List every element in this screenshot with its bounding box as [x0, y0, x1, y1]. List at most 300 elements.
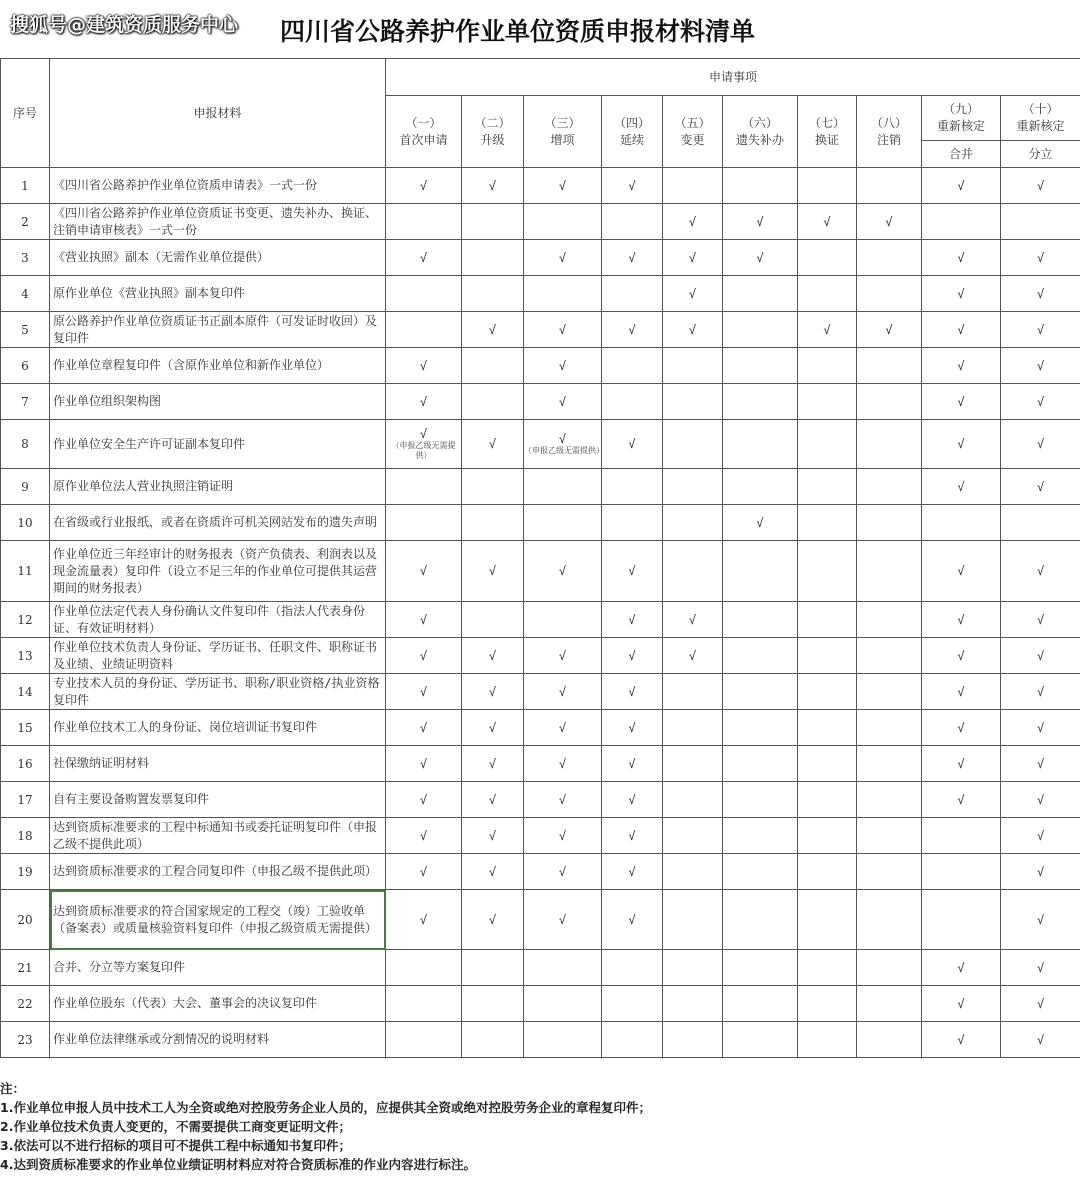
check-mark: √ — [488, 322, 497, 337]
mark-cell — [1001, 168, 1080, 204]
check-mark: √ — [558, 250, 567, 265]
check-mark: √ — [419, 792, 428, 807]
header-item-number: （一） — [405, 115, 442, 130]
mark-cell — [602, 505, 663, 541]
check-mark: √ — [1036, 612, 1045, 627]
check-mark: √ — [628, 437, 636, 451]
check-mark: √ — [1036, 684, 1045, 699]
mark-cell — [922, 240, 1001, 276]
table-row — [1, 746, 1080, 782]
mark-cell — [462, 710, 524, 746]
mark-cell — [798, 782, 857, 818]
row-material: 《营业执照》副本（无需作业单位提供） — [50, 240, 386, 276]
mark-cell — [1001, 1022, 1080, 1058]
check-mark: √ — [628, 684, 636, 699]
mark-cell — [524, 168, 602, 204]
check-mark: √ — [488, 756, 497, 771]
check-mark: √ — [558, 720, 567, 735]
mark-cell — [857, 710, 922, 746]
mark-cell — [462, 384, 524, 420]
mark-cell — [462, 746, 524, 782]
table-row — [1, 348, 1080, 384]
mark-cell — [798, 168, 857, 204]
row-material: 作业单位组织架构图 — [50, 384, 386, 420]
mark-cell — [663, 986, 723, 1022]
mark-cell — [462, 541, 524, 602]
check-mark: √ — [957, 286, 965, 301]
table-row — [1, 204, 1080, 240]
mark-cell — [524, 204, 602, 240]
mark-cell — [663, 710, 723, 746]
mark-cell — [798, 384, 857, 420]
check-mark: √ — [558, 322, 567, 337]
row-number: 15 — [1, 710, 50, 746]
mark-cell — [798, 746, 857, 782]
mark-cell — [922, 986, 1001, 1022]
mark-cell — [462, 638, 524, 674]
mark-cell — [723, 854, 798, 890]
mark-cell — [857, 674, 922, 710]
mark-cell — [723, 384, 798, 420]
mark-cell — [922, 384, 1001, 420]
check-mark: √ — [558, 912, 567, 927]
mark-cell — [922, 1022, 1001, 1058]
mark-cell — [922, 602, 1001, 638]
check-mark: √ — [688, 322, 697, 337]
mark-cell — [524, 746, 602, 782]
mark-cell — [663, 240, 723, 276]
table-row — [1, 312, 1080, 348]
mark-cell — [1001, 276, 1080, 312]
mark-cell — [798, 674, 857, 710]
header-item-number: （五） — [674, 115, 711, 130]
mark-cell — [462, 986, 524, 1022]
check-mark: √ — [419, 912, 428, 927]
check-mark: √ — [1036, 437, 1045, 451]
mark-cell — [798, 638, 857, 674]
check-mark: √ — [419, 720, 428, 735]
header-item — [1001, 96, 1080, 141]
mark-cell — [602, 204, 663, 240]
mark-cell — [857, 1022, 922, 1058]
mark-cell — [723, 505, 798, 541]
check-mark: √ — [419, 394, 428, 409]
check-mark: √ — [628, 564, 636, 578]
mark-cell — [723, 674, 798, 710]
row-number: 5 — [1, 312, 50, 348]
check-mark: √ — [957, 437, 965, 451]
check-mark: √ — [628, 250, 636, 265]
table-row — [1, 469, 1080, 505]
mark-cell — [524, 505, 602, 541]
check-mark: √ — [1036, 178, 1045, 193]
mark-cell — [386, 420, 462, 469]
row-material: 自有主要设备购置发票复印件 — [50, 782, 386, 818]
table-row — [1, 420, 1080, 469]
row-number: 20 — [1, 890, 50, 950]
check-mark: √ — [756, 515, 764, 530]
header-item-label: 延续 — [619, 132, 644, 147]
mark-cell — [723, 638, 798, 674]
mark-cell — [922, 168, 1001, 204]
mark-cell — [1001, 602, 1080, 638]
row-material: 达到资质标准要求的工程中标通知书或委托证明复印件（申报乙级不提供此项） — [50, 818, 386, 854]
mark-cell — [922, 348, 1001, 384]
mark-cell — [386, 348, 462, 384]
mark-cell — [922, 674, 1001, 710]
row-material: 作业单位近三年经审计的财务报表（资产负债表、利润表以及现金流量表）复印件（设立不足三年的作业单位可提供其运营期间的财务报表） — [50, 541, 386, 602]
check-mark: √ — [957, 479, 965, 494]
table-row — [1, 1022, 1080, 1058]
check-mark: √ — [885, 322, 893, 337]
mark-cell — [723, 348, 798, 384]
check-mark: √ — [688, 612, 697, 627]
header-item — [922, 96, 1001, 141]
mark-cell — [386, 204, 462, 240]
mark-cell — [524, 782, 602, 818]
cell-note: （申报乙级无需提供） — [524, 446, 604, 455]
mark-cell — [922, 204, 1001, 240]
mark-cell — [602, 782, 663, 818]
row-material: 作业单位法律继承或分割情况的说明材料 — [50, 1022, 386, 1058]
mark-cell — [1001, 890, 1080, 950]
row-number: 7 — [1, 384, 50, 420]
mark-cell — [1001, 818, 1080, 854]
mark-cell — [723, 950, 798, 986]
row-material: 原作业单位《营业执照》副本复印件 — [50, 276, 386, 312]
header-item — [462, 96, 524, 168]
mark-cell — [723, 782, 798, 818]
check-mark: √ — [957, 996, 965, 1011]
mark-cell — [386, 240, 462, 276]
check-mark: √ — [628, 612, 636, 627]
mark-cell — [798, 240, 857, 276]
mark-cell — [922, 746, 1001, 782]
header-item — [602, 96, 663, 168]
mark-cell — [1001, 674, 1080, 710]
mark-cell — [663, 818, 723, 854]
mark-cell — [386, 312, 462, 348]
mark-cell — [386, 710, 462, 746]
check-mark: √ — [1036, 479, 1045, 494]
table-row — [1, 986, 1080, 1022]
check-mark: √ — [823, 214, 831, 229]
row-number: 12 — [1, 602, 50, 638]
row-number: 21 — [1, 950, 50, 986]
mark-cell — [663, 782, 723, 818]
mark-cell — [462, 1022, 524, 1058]
mark-cell — [798, 348, 857, 384]
mark-cell — [1001, 469, 1080, 505]
note-line: 2.作业单位技术负责人变更的，不需要提供工商变更证明文件； — [0, 1119, 351, 1134]
header-item — [386, 96, 462, 168]
check-mark: √ — [957, 960, 965, 975]
mark-cell — [1001, 541, 1080, 602]
mark-cell — [857, 986, 922, 1022]
mark-cell — [663, 348, 723, 384]
mark-cell — [602, 950, 663, 986]
row-material: 《四川省公路养护作业单位资质申请表》一式一份 — [50, 168, 386, 204]
mark-cell — [602, 602, 663, 638]
mark-cell — [663, 505, 723, 541]
check-mark: √ — [628, 178, 636, 193]
check-mark: √ — [957, 792, 965, 807]
check-mark: √ — [488, 178, 497, 193]
check-mark: √ — [1036, 1032, 1045, 1047]
header-item — [723, 96, 798, 168]
mark-cell — [723, 276, 798, 312]
page-title: 四川省公路养护作业单位资质申报材料清单 — [280, 17, 756, 46]
check-mark: √ — [1036, 720, 1045, 735]
check-mark: √ — [1036, 960, 1045, 975]
mark-cell — [524, 276, 602, 312]
check-mark: √ — [1036, 358, 1045, 373]
mark-cell — [1001, 950, 1080, 986]
check-mark: √ — [688, 648, 697, 663]
check-mark: √ — [419, 864, 428, 879]
mark-cell — [386, 782, 462, 818]
mark-cell — [663, 674, 723, 710]
mark-cell — [524, 420, 602, 469]
check-mark: √ — [419, 684, 428, 699]
row-number: 23 — [1, 1022, 50, 1058]
mark-cell — [1001, 204, 1080, 240]
mark-cell — [1001, 384, 1080, 420]
mark-cell — [663, 854, 723, 890]
mark-cell — [798, 204, 857, 240]
check-mark: √ — [628, 864, 636, 879]
row-number: 3 — [1, 240, 50, 276]
mark-cell — [462, 204, 524, 240]
mark-cell — [798, 854, 857, 890]
check-mark: √ — [957, 322, 965, 337]
check-mark: √ — [957, 564, 965, 578]
mark-cell — [1001, 746, 1080, 782]
check-mark: √ — [957, 250, 965, 265]
mark-cell — [857, 818, 922, 854]
table-row — [1, 541, 1080, 602]
mark-cell — [798, 541, 857, 602]
header-item-number: （二） — [474, 115, 511, 130]
mark-cell — [386, 818, 462, 854]
mark-cell — [462, 276, 524, 312]
check-mark: √ — [1036, 564, 1045, 578]
row-material: 达到资质标准要求的工程合同复印件（申报乙级不提供此项） — [50, 854, 386, 890]
mark-cell — [386, 168, 462, 204]
mark-cell — [462, 348, 524, 384]
check-mark: √ — [823, 322, 831, 337]
mark-cell — [386, 950, 462, 986]
mark-cell — [462, 505, 524, 541]
table-row — [1, 240, 1080, 276]
mark-cell — [857, 890, 922, 950]
table-row — [1, 854, 1080, 890]
table-row — [1, 505, 1080, 541]
mark-cell — [723, 602, 798, 638]
mark-cell — [1001, 986, 1080, 1022]
check-mark: √ — [558, 864, 567, 879]
mark-cell — [857, 348, 922, 384]
row-number: 8 — [1, 420, 50, 469]
mark-cell — [524, 312, 602, 348]
check-mark: √ — [628, 912, 636, 927]
check-mark: √ — [419, 358, 428, 373]
mark-cell — [524, 240, 602, 276]
mark-cell — [1001, 240, 1080, 276]
header-item-sub: 分立 — [1001, 141, 1080, 168]
mark-cell — [386, 746, 462, 782]
mark-cell — [524, 348, 602, 384]
header-item-number: （九） — [942, 102, 979, 116]
check-mark: √ — [558, 828, 567, 843]
check-mark: √ — [488, 437, 497, 451]
row-number: 19 — [1, 854, 50, 890]
check-mark: √ — [957, 1032, 965, 1047]
mark-cell — [524, 890, 602, 950]
mark-cell — [1001, 420, 1080, 469]
mark-cell — [798, 818, 857, 854]
row-material: 原作业单位法人营业执照注销证明 — [50, 469, 386, 505]
mark-cell — [386, 1022, 462, 1058]
check-mark: √ — [488, 564, 497, 578]
mark-cell — [723, 469, 798, 505]
mark-cell — [857, 276, 922, 312]
mark-cell — [524, 1022, 602, 1058]
mark-cell — [922, 782, 1001, 818]
mark-cell — [723, 312, 798, 348]
notes — [0, 1079, 1080, 1174]
mark-cell — [524, 710, 602, 746]
table-row — [1, 638, 1080, 674]
check-mark: √ — [957, 178, 965, 193]
table-row — [1, 710, 1080, 746]
table-row — [1, 950, 1080, 986]
mark-cell — [922, 638, 1001, 674]
mark-cell — [798, 950, 857, 986]
mark-cell — [602, 276, 663, 312]
mark-cell — [602, 890, 663, 950]
row-material: 达到资质标准要求的符合国家规定的工程交（竣）工验收单（备案表）或质量核验资料复印件（申报乙级资质无需提供） — [50, 890, 386, 950]
mark-cell — [663, 890, 723, 950]
mark-cell — [723, 420, 798, 469]
row-material: 专业技术人员的身份证、学历证书、职称/职业资格/执业资格复印件 — [50, 674, 386, 710]
header-item-sub: 合并 — [922, 141, 1001, 168]
table-row — [1, 168, 1080, 204]
mark-cell — [857, 204, 922, 240]
row-number: 1 — [1, 168, 50, 204]
mark-cell — [857, 312, 922, 348]
mark-cell — [524, 986, 602, 1022]
header-item-number: （六） — [741, 115, 778, 130]
mark-cell — [663, 638, 723, 674]
table-row — [1, 890, 1080, 950]
check-mark: √ — [488, 684, 497, 699]
row-material: 作业单位章程复印件（含原作业单位和新作业单位） — [50, 348, 386, 384]
header-item — [663, 96, 723, 168]
header-item-number: （三） — [544, 115, 581, 130]
mark-cell — [663, 420, 723, 469]
check-mark: √ — [558, 358, 567, 373]
mark-cell — [602, 541, 663, 602]
materials-table — [0, 58, 1080, 1058]
mark-cell — [798, 602, 857, 638]
mark-cell — [922, 854, 1001, 890]
mark-cell — [922, 818, 1001, 854]
row-number: 2 — [1, 204, 50, 240]
row-material: 在省级或行业报纸，或者在资质许可机关网站发布的遗失声明 — [50, 505, 386, 541]
row-material: 作业单位股东（代表）大会、董事会的决议复印件 — [50, 986, 386, 1022]
mark-cell — [723, 1022, 798, 1058]
check-mark: √ — [1036, 322, 1045, 337]
check-mark: √ — [488, 828, 497, 843]
mark-cell — [857, 168, 922, 204]
mark-cell — [857, 950, 922, 986]
header-row-1 — [1, 59, 1080, 96]
check-mark: √ — [957, 756, 965, 771]
check-mark: √ — [488, 912, 497, 927]
mark-cell — [386, 505, 462, 541]
notes-heading: 注： — [0, 1081, 26, 1096]
mark-cell — [386, 854, 462, 890]
mark-cell — [798, 890, 857, 950]
mark-cell — [602, 638, 663, 674]
check-mark: √ — [1036, 286, 1045, 301]
note-line: 4.达到资质标准要求的作业单位业绩证明材料应对符合资质标准的作业内容进行标注。 — [0, 1157, 476, 1172]
check-mark: √ — [1036, 912, 1045, 927]
mark-cell — [857, 746, 922, 782]
mark-cell — [462, 818, 524, 854]
mark-cell — [922, 420, 1001, 469]
mark-cell — [798, 505, 857, 541]
mark-cell — [602, 240, 663, 276]
mark-cell — [1001, 348, 1080, 384]
check-mark: √ — [1036, 996, 1045, 1011]
check-mark: √ — [628, 322, 636, 337]
check-mark: √ — [957, 684, 965, 699]
mark-cell — [386, 276, 462, 312]
row-material: 作业单位技术工人的身份证、岗位培训证书复印件 — [50, 710, 386, 746]
table-row — [1, 384, 1080, 420]
check-mark: √ — [558, 684, 567, 699]
check-mark: √ — [628, 720, 636, 735]
mark-cell — [524, 854, 602, 890]
mark-cell — [386, 890, 462, 950]
mark-cell — [922, 312, 1001, 348]
mark-cell — [462, 854, 524, 890]
mark-cell — [602, 348, 663, 384]
header-item-number: （七） — [808, 115, 845, 130]
mark-cell — [462, 602, 524, 638]
mark-cell — [798, 986, 857, 1022]
check-mark: √ — [957, 358, 965, 373]
mark-cell — [663, 384, 723, 420]
check-mark: √ — [558, 564, 567, 578]
cell-note: （申报乙级无需提供） — [391, 441, 456, 460]
check-mark: √ — [1036, 828, 1045, 843]
check-mark: √ — [628, 648, 636, 663]
row-number: 11 — [1, 541, 50, 602]
check-mark: √ — [1036, 756, 1045, 771]
mark-cell — [723, 710, 798, 746]
mark-cell — [723, 168, 798, 204]
mark-cell — [1001, 312, 1080, 348]
check-mark: √ — [419, 612, 428, 627]
row-number: 14 — [1, 674, 50, 710]
mark-cell — [462, 168, 524, 204]
check-mark: √ — [419, 178, 428, 193]
mark-cell — [922, 505, 1001, 541]
mark-cell — [663, 746, 723, 782]
